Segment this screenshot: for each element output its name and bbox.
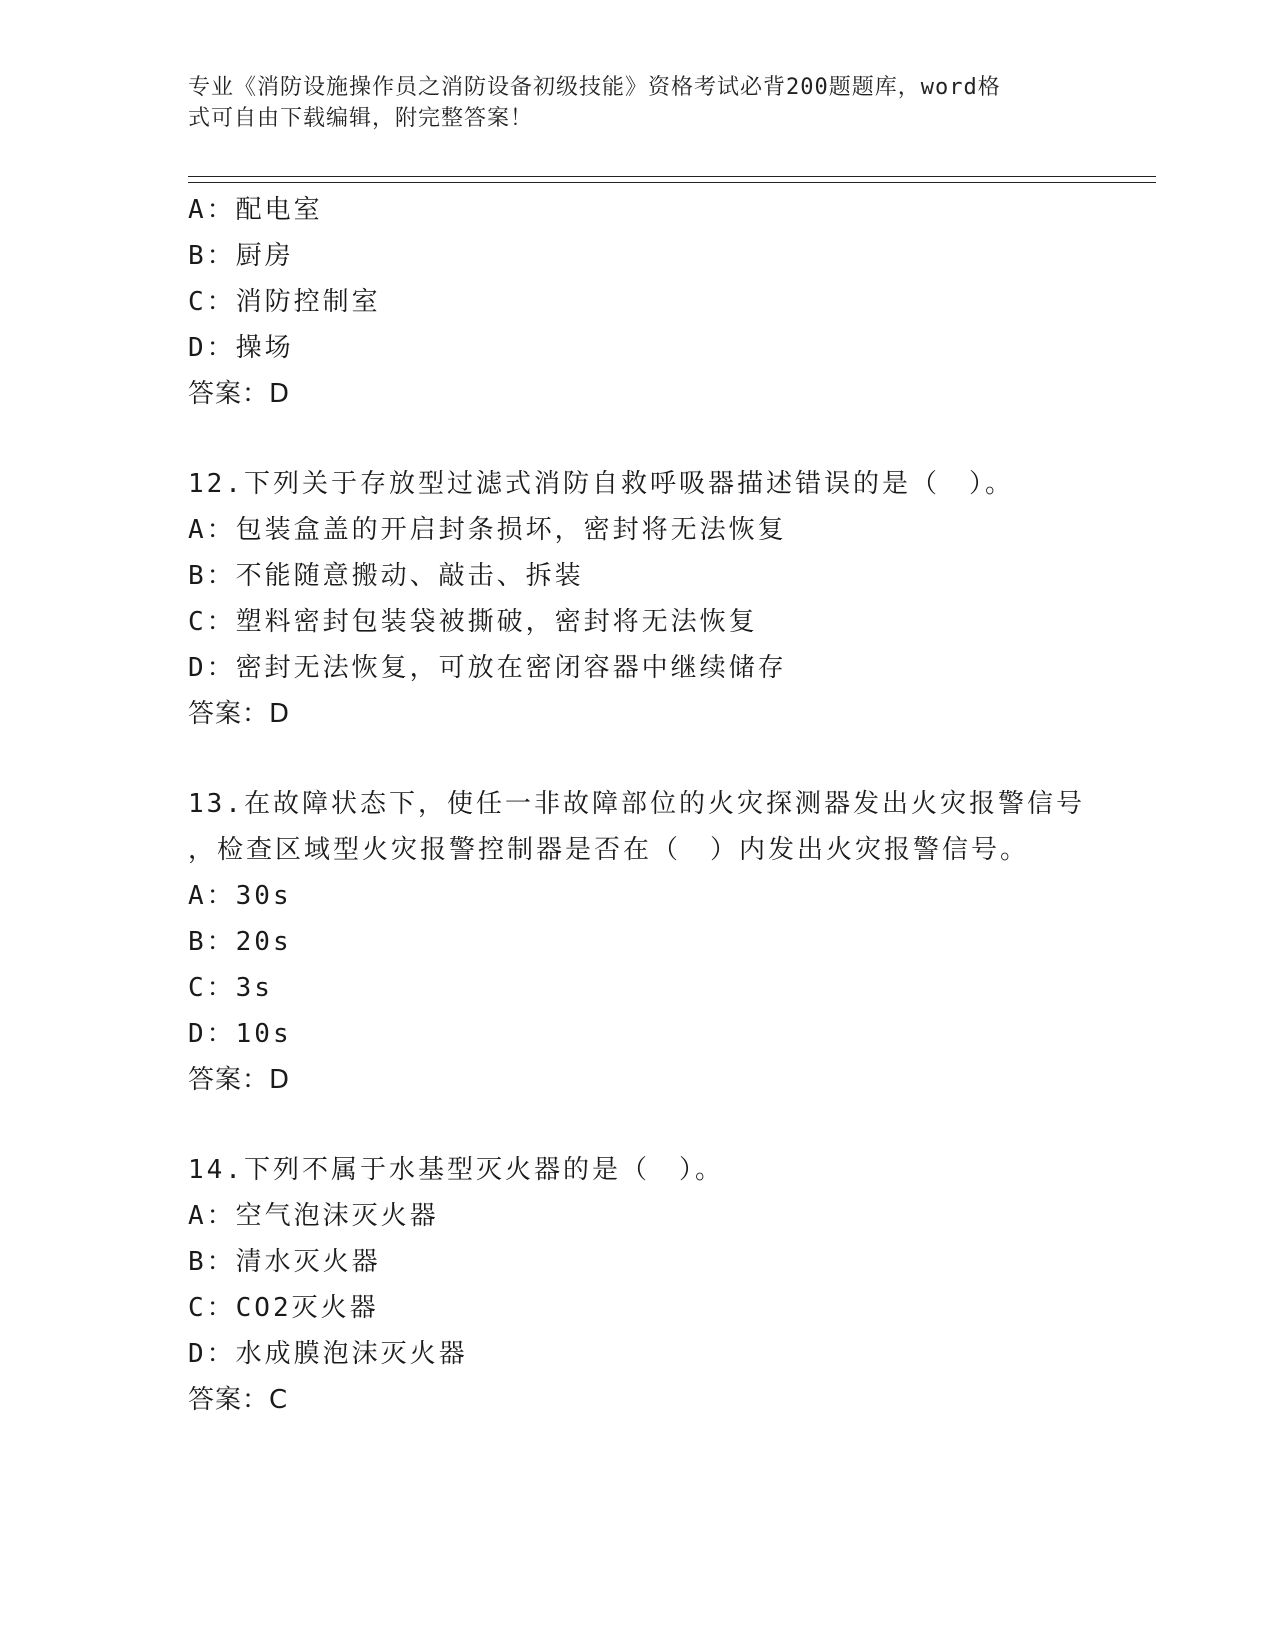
question-12 [188,461,1108,737]
option-b: B：20s [188,927,292,957]
option-d: D：水成膜泡沫灭火器 [188,1339,468,1369]
option-c: C：CO2灭火器 [188,1293,379,1323]
option-a: A：空气泡沫灭火器 [188,1201,439,1231]
question-14 [188,1147,1108,1423]
answer: 答案：C [188,1385,289,1415]
answer: 答案：D [188,699,291,729]
document-header [188,72,1088,134]
option-a: A：30s [188,881,292,911]
option-d: D：操场 [188,333,294,363]
option-c: C：3s [188,973,273,1003]
question-text-line-2: ，检查区域型火灾报警控制器是否在（ ）内发出火灾报警信号。 [188,835,1030,865]
option-b: B：清水灭火器 [188,1247,381,1277]
question-13 [188,781,1108,1103]
question-text: 14.下列不属于水基型灭火器的是（ ）。 [188,1155,724,1185]
option-a: A：配电室 [188,195,323,225]
option-b: B：厨房 [188,241,294,271]
spacer [188,1103,1108,1147]
option-d: D：10s [188,1019,292,1049]
option-c: C：消防控制室 [188,287,381,317]
answer: 答案：D [188,1065,291,1095]
header-line-1: 专业《消防设施操作员之消防设备初级技能》资格考试必背200题题库，word格 [188,75,1001,100]
option-d: D：密封无法恢复，可放在密闭容器中继续储存 [188,653,787,683]
option-c: C：塑料密封包装袋被撕破，密封将无法恢复 [188,607,758,637]
question-content [188,187,1108,1423]
answer: 答案：D [188,379,291,409]
option-a: A：包装盒盖的开启封条损坏，密封将无法恢复 [188,515,787,545]
question-11-continued [188,187,1108,417]
spacer [188,737,1108,781]
header-line-2: 式可自由下载编辑，附完整答案！ [188,106,534,131]
header-divider-top [188,176,1156,177]
header-divider-bottom [188,182,1156,183]
question-text: 12.下列关于存放型过滤式消防自救呼吸器描述错误的是（ ）。 [188,469,1014,499]
question-text-line-1: 13.在故障状态下，使任一非故障部位的火灾探测器发出火灾报警信号 [188,789,1085,819]
option-b: B：不能随意搬动、敲击、拆装 [188,561,584,591]
spacer [188,417,1108,461]
